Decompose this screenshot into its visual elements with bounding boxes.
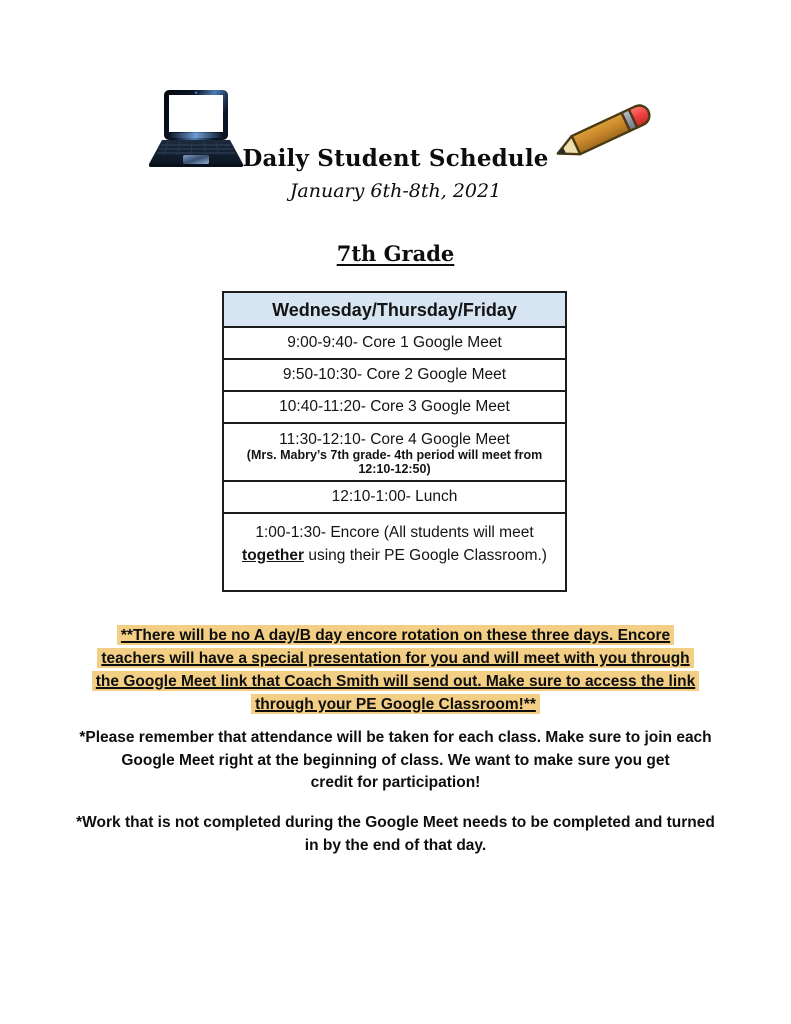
table-row-encore	[224, 514, 565, 590]
attendance-note	[0, 727, 791, 795]
row-text: 9:50-10:30- Core 2 Google Meet	[282, 366, 507, 383]
note-line: in by the end of that day.	[304, 836, 487, 854]
row-text-pre: 1:00-1:30- Encore (All students will meet	[255, 524, 534, 541]
highlight-line-text: **There will be no A day/B day encore rotation on these three days. Encore	[117, 625, 674, 645]
table-header-days	[224, 293, 565, 328]
note-line: *Please remember that attendance will be taken for each class. Make sure to join each	[79, 729, 712, 746]
table-row-core4	[224, 424, 565, 482]
table-row-core3	[224, 392, 565, 424]
note-line: *Work that is not completed during the Google Meet needs to be completed and turned	[76, 814, 715, 831]
highlight-line	[0, 670, 791, 693]
grade-heading: 7th Grade	[336, 241, 455, 266]
page-title: Daily Student Schedule	[242, 145, 549, 172]
highlight-line	[0, 624, 791, 647]
row-text: 10:40-11:20- Core 3 Google Meet	[279, 398, 510, 415]
row-text: 9:00-9:40- Core 1 Google Meet	[287, 334, 502, 351]
row-text-post: using their PE Google Classroom.)	[304, 547, 547, 564]
row-text: 12:10-1:00- Lunch	[331, 488, 458, 505]
table-row-core1	[224, 328, 565, 360]
row-note: (Mrs. Mabry’s 7th grade- 4th period will meet from 12:10-12:50)	[246, 448, 543, 476]
work-completion-note	[0, 812, 791, 857]
highlight-line	[0, 647, 791, 670]
note-line: credit for participation!	[310, 774, 481, 791]
table-header-label: Wednesday/Thursday/Friday	[272, 299, 517, 320]
table-row-lunch	[224, 482, 565, 514]
highlight-line-text: teachers will have a special presentation for you and will meet with you through	[97, 648, 693, 668]
date-subtitle: January 6th-8th, 2021	[289, 180, 502, 202]
row-text-emphasis: together	[242, 547, 305, 564]
row-text: 11:30-12:10- Core 4 Google Meet	[279, 431, 510, 448]
highlight-line-text: the Google Meet link that Coach Smith will send out. Make sure to access the link	[92, 671, 699, 691]
highlight-line	[0, 693, 791, 716]
highlighted-encore-note	[0, 624, 791, 716]
note-line: Google Meet right at the beginning of class. We want to make sure you get	[121, 751, 670, 769]
highlight-line-text: through your PE Google Classroom!**	[251, 694, 540, 714]
schedule-table	[222, 291, 567, 592]
table-row-core2	[224, 360, 565, 392]
